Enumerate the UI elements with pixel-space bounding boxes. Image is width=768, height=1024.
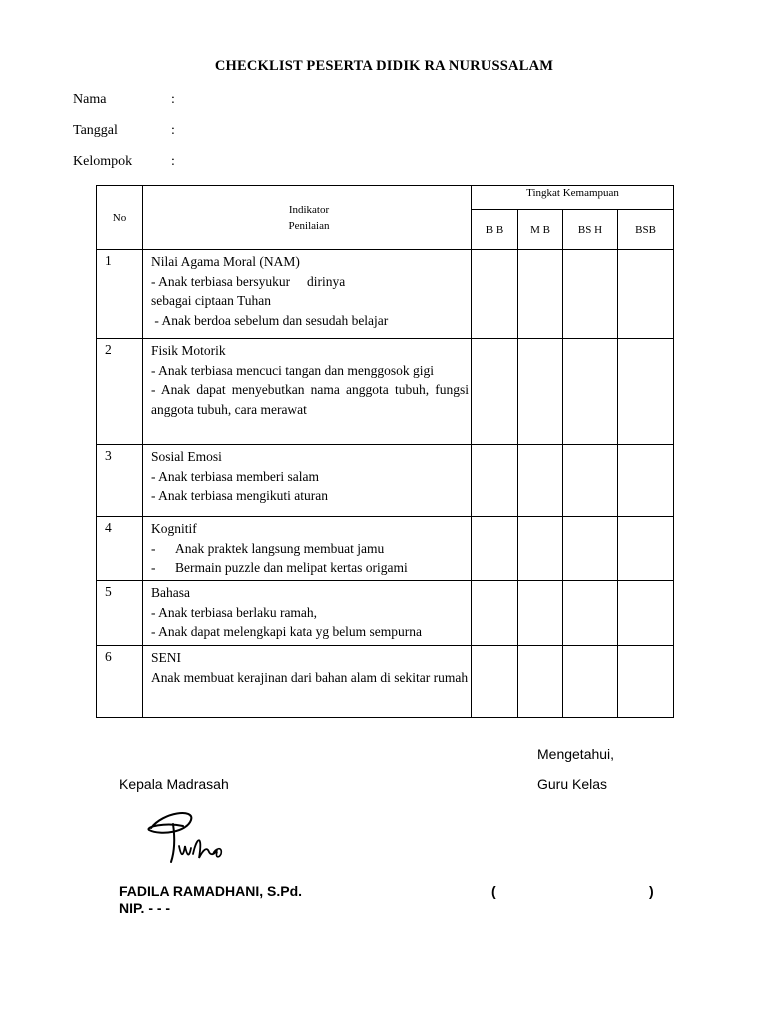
header-no: No xyxy=(97,186,143,250)
field-nama xyxy=(73,92,175,108)
field-tanggal-label: Tanggal xyxy=(73,123,118,138)
indicator-line: - Anak terbiasa mencuci tangan dan menggosok gigi xyxy=(151,362,435,378)
indicator-cell xyxy=(143,445,472,517)
guru-kelas-label: Guru Kelas xyxy=(537,776,608,792)
bullet-dash: - xyxy=(151,560,156,575)
indicator-line: - Anak terbiasa memberi salam xyxy=(151,468,319,484)
score-cell-bsh[interactable] xyxy=(563,646,618,718)
field-kelompok xyxy=(73,154,175,170)
indicator-line: Bermain puzzle dan melipat kertas origami xyxy=(175,560,408,575)
row-number: 2 xyxy=(97,339,143,445)
score-cell-mb[interactable] xyxy=(518,646,563,718)
indicator-cell xyxy=(143,339,472,445)
header-level-bsb: BSB xyxy=(618,210,674,250)
header-indikator-line2: Penilaian xyxy=(288,219,330,232)
header-level-mb: M B xyxy=(518,210,563,250)
guru-name-close-paren: ) xyxy=(649,883,654,899)
score-cell-bb[interactable] xyxy=(472,646,518,718)
header-tingkat: Tingkat Kemampuan xyxy=(472,186,674,210)
indicator-cell xyxy=(143,581,472,646)
field-kelompok-colon: : xyxy=(171,154,175,169)
score-cell-bb[interactable] xyxy=(472,339,518,445)
score-cell-bb[interactable] xyxy=(472,250,518,339)
score-cell-bsh[interactable] xyxy=(563,445,618,517)
score-cell-bb[interactable] xyxy=(472,581,518,646)
table-row xyxy=(97,250,674,339)
header-level-bb: B B xyxy=(472,210,518,250)
score-cell-mb[interactable] xyxy=(518,517,563,581)
table-row xyxy=(97,339,674,445)
kepala-madrasah-label: Kepala Madrasah xyxy=(119,776,229,792)
field-kelompok-label: Kelompok xyxy=(73,154,133,169)
kepala-name: FADILA RAMADHANI, S.Pd. xyxy=(119,883,303,899)
indicator-list-item xyxy=(151,539,469,559)
indicator-cell xyxy=(143,646,472,718)
score-cell-bsb[interactable] xyxy=(618,250,674,339)
row-number: 1 xyxy=(97,250,143,339)
indicator-cell xyxy=(143,517,472,581)
kepala-nip: NIP. - - - xyxy=(119,900,171,916)
indicator-category: Sosial Emosi xyxy=(151,449,222,464)
indicator-line: - Anak dapat melengkapi kata yg belum sempurna xyxy=(151,624,423,639)
indicator-line: Anak membuat kerajinan dari bahan alam di sekitar rumah xyxy=(151,669,469,685)
score-cell-mb[interactable] xyxy=(518,250,563,339)
row-number: 3 xyxy=(97,445,143,517)
document-title: CHECKLIST PESERTA DIDIK RA NURUSSALAM xyxy=(214,58,554,74)
field-nama-label: Nama xyxy=(73,92,107,107)
score-cell-bsh[interactable] xyxy=(563,339,618,445)
indicator-category: SENI xyxy=(151,650,181,665)
table-row xyxy=(97,646,674,718)
signature-image xyxy=(143,806,235,868)
header-level-bsh: BS H xyxy=(563,210,618,250)
row-number: 5 xyxy=(97,581,143,646)
guru-name-open-paren: ( xyxy=(491,883,496,899)
row-number: 4 xyxy=(97,517,143,581)
indicator-category: Bahasa xyxy=(151,585,190,600)
table-row xyxy=(97,445,674,517)
indicator-category: Kognitif xyxy=(151,521,197,536)
score-cell-bsh[interactable] xyxy=(563,250,618,339)
field-nama-colon: : xyxy=(171,92,175,107)
score-cell-bsb[interactable] xyxy=(618,339,674,445)
score-cell-mb[interactable] xyxy=(518,339,563,445)
indicator-list-item xyxy=(151,558,469,578)
score-cell-bb[interactable] xyxy=(472,445,518,517)
indicator-line: - Anak dapat menyebutkan nama anggota tubuh, fungsi anggota tubuh, cara merawat xyxy=(151,382,469,417)
score-cell-mb[interactable] xyxy=(518,445,563,517)
score-cell-bsh[interactable] xyxy=(563,581,618,646)
score-cell-bsb[interactable] xyxy=(618,646,674,718)
bullet-dash: - xyxy=(151,540,156,556)
indicator-cell xyxy=(143,250,472,339)
indicator-line: - Anak terbiasa bersyukur dirinya xyxy=(151,273,346,289)
table-row xyxy=(97,517,674,581)
mengetahui-label: Mengetahui, xyxy=(537,746,615,762)
table-row xyxy=(97,581,674,646)
score-cell-bsb[interactable] xyxy=(618,445,674,517)
row-number: 6 xyxy=(97,646,143,718)
score-cell-bsb[interactable] xyxy=(618,517,674,581)
score-cell-bsb[interactable] xyxy=(618,581,674,646)
indicator-category: Fisik Motorik xyxy=(151,343,226,358)
score-cell-mb[interactable] xyxy=(518,581,563,646)
indicator-line: Anak praktek langsung membuat jamu xyxy=(175,540,385,556)
score-cell-bsh[interactable] xyxy=(563,517,618,581)
indicator-line: sebagai ciptaan Tuhan xyxy=(151,293,271,308)
indicator-line: - Anak berdoa sebelum dan sesudah belajar xyxy=(151,312,389,328)
score-cell-bb[interactable] xyxy=(472,517,518,581)
indicator-line: - Anak terbiasa berlaku ramah, xyxy=(151,604,318,620)
checklist-table xyxy=(96,185,674,718)
indicator-line: - Anak terbiasa mengikuti aturan xyxy=(151,488,328,503)
field-tanggal xyxy=(73,123,175,139)
header-indikator xyxy=(143,186,472,250)
field-tanggal-colon: : xyxy=(171,123,175,138)
header-indikator-line1: Indikator xyxy=(288,203,330,216)
indicator-category: Nilai Agama Moral (NAM) xyxy=(151,254,300,269)
